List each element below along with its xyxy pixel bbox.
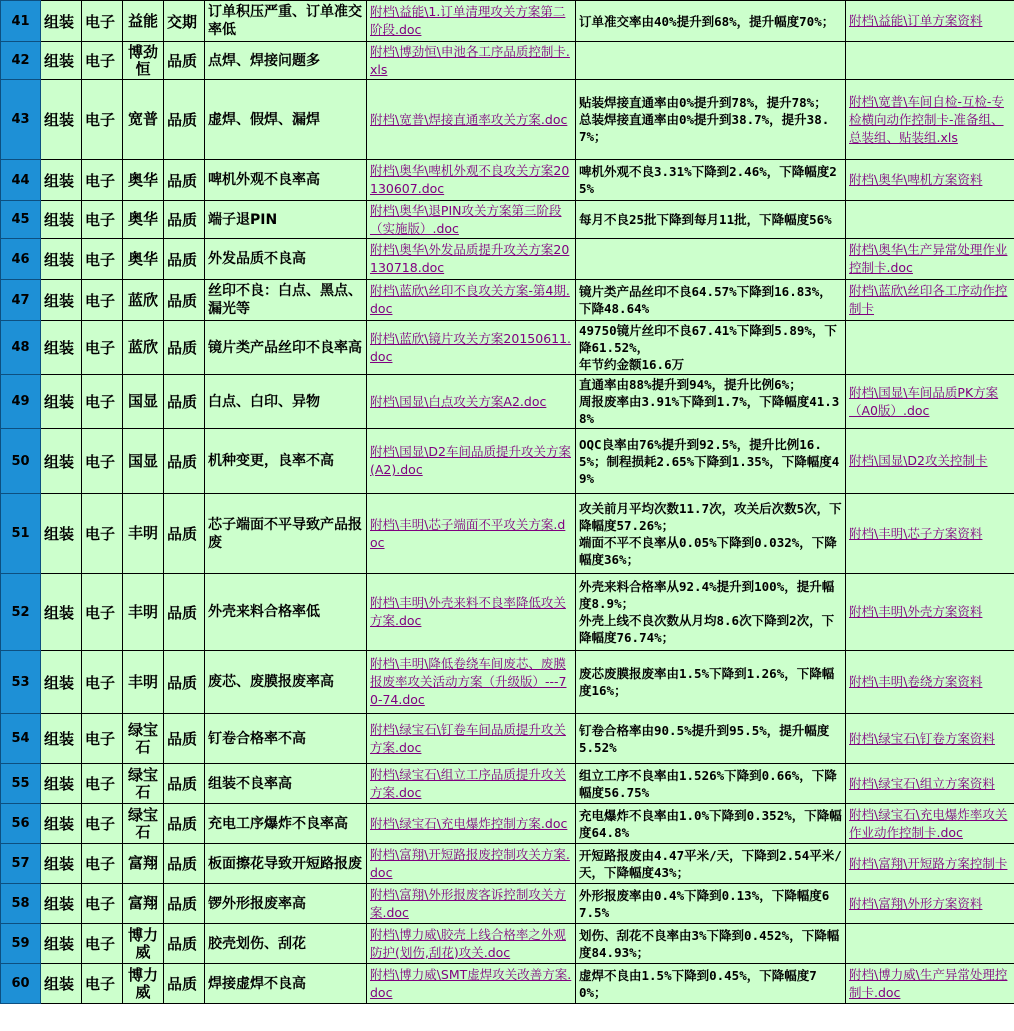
company-cell: 富翔 <box>123 884 164 924</box>
row-number: 58 <box>1 884 41 924</box>
plan-link[interactable]: 附档\丰明\降低卷绕车间废芯、废膜报废率攻关活动方案（升级版）---70-74.doc <box>367 651 576 714</box>
issue-cell: 钉卷合格率不高 <box>205 714 367 764</box>
subcategory-cell: 电子 <box>82 804 123 844</box>
company-cell: 国显 <box>123 375 164 429</box>
result-cell: 攻关前月平均次数11.7次，攻关后次数5次，下降幅度57.26%； 端面不平不良率从0.05%下降到0.032%，下降幅度36%； <box>576 494 846 574</box>
issue-cell: 板面擦花导致开短路报废 <box>205 844 367 884</box>
row-number: 60 <box>1 964 41 1004</box>
result-cell: 外形报废率由0.4%下降到0.13%，下降幅度67.5% <box>576 884 846 924</box>
issue-type-cell: 品质 <box>164 844 205 884</box>
table-row <box>1 280 1014 321</box>
issue-cell: 芯子端面不平导致产品报废 <box>205 494 367 574</box>
result-cell <box>576 42 846 80</box>
plan-link[interactable]: 附档\博力威\胶壳上线合格率之外观防护(划伤,刮花)攻关.doc <box>367 924 576 964</box>
table-row <box>1 884 1014 924</box>
subcategory-cell: 电子 <box>82 844 123 884</box>
subcategory-cell: 电子 <box>82 494 123 574</box>
plan-link[interactable]: 附档\奥华\退PIN攻关方案第三阶段（实施版）.doc <box>367 201 576 239</box>
category-cell: 组装 <box>41 964 82 1004</box>
issue-type-cell: 品质 <box>164 804 205 844</box>
company-cell: 宽普 <box>123 80 164 160</box>
company-cell: 富翔 <box>123 844 164 884</box>
material-link[interactable]: 附档\富翔\开短路方案控制卡 <box>846 844 1014 884</box>
plan-link[interactable]: 附档\宽普\焊接直通率攻关方案.doc <box>367 80 576 160</box>
company-cell: 绿宝石 <box>123 764 164 804</box>
material-link[interactable]: 附档\丰明\卷绕方案资料 <box>846 651 1014 714</box>
row-number: 49 <box>1 375 41 429</box>
subcategory-cell: 电子 <box>82 1 123 42</box>
issue-type-cell: 品质 <box>164 429 205 494</box>
table-row <box>1 764 1014 804</box>
material-link <box>846 201 1014 239</box>
material-link[interactable]: 附档\绿宝石\充电爆炸率攻关作业动作控制卡.doc <box>846 804 1014 844</box>
issue-type-cell: 品质 <box>164 964 205 1004</box>
issue-type-cell: 品质 <box>164 714 205 764</box>
material-link[interactable]: 附档\奥华\生产异常处理作业控制卡.doc <box>846 239 1014 280</box>
plan-link[interactable]: 附档\绿宝石\钉卷车间品质提升攻关方案.doc <box>367 714 576 764</box>
table-row <box>1 844 1014 884</box>
company-cell: 博力威 <box>123 964 164 1004</box>
subcategory-cell: 电子 <box>82 42 123 80</box>
subcategory-cell: 电子 <box>82 429 123 494</box>
result-cell: 订单准交率由40%提升到68%，提升幅度70%； <box>576 1 846 42</box>
subcategory-cell: 电子 <box>82 160 123 201</box>
category-cell: 组装 <box>41 201 82 239</box>
subcategory-cell: 电子 <box>82 80 123 160</box>
company-cell: 绿宝石 <box>123 714 164 764</box>
result-cell: OQC良率由76%提升到92.5%，提升比例16.5%；制程损耗2.65%下降到1.35%，下降幅度49% <box>576 429 846 494</box>
plan-link[interactable]: 附档\博劲恒\申池各工序品质控制卡.xls <box>367 42 576 80</box>
plan-link[interactable]: 附档\国显\白点攻关方案A2.doc <box>367 375 576 429</box>
result-cell: 废芯废膜报废率由1.5%下降到1.26%，下降幅度16%； <box>576 651 846 714</box>
material-link[interactable]: 附档\国显\D2攻关控制卡 <box>846 429 1014 494</box>
material-link[interactable]: 附档\丰明\外壳方案资料 <box>846 574 1014 651</box>
table-row <box>1 651 1014 714</box>
subcategory-cell: 电子 <box>82 964 123 1004</box>
issue-type-cell: 品质 <box>164 160 205 201</box>
company-cell: 国显 <box>123 429 164 494</box>
result-cell: 直通率由88%提升到94%，提升比例6%； 周报废率由3.91%下降到1.7%，下降幅度41.38% <box>576 375 846 429</box>
table-row <box>1 375 1014 429</box>
issue-cell: 胶壳划伤、刮花 <box>205 924 367 964</box>
subcategory-cell: 电子 <box>82 884 123 924</box>
row-number: 54 <box>1 714 41 764</box>
issue-cell: 机种变更，良率不高 <box>205 429 367 494</box>
company-cell: 奥华 <box>123 160 164 201</box>
material-link <box>846 321 1014 375</box>
plan-link[interactable]: 附档\国显\D2车间品质提升攻关方案(A2).doc <box>367 429 576 494</box>
row-number: 51 <box>1 494 41 574</box>
category-cell: 组装 <box>41 1 82 42</box>
category-cell: 组装 <box>41 714 82 764</box>
row-number: 46 <box>1 239 41 280</box>
issue-cell: 端子退PIN <box>205 201 367 239</box>
plan-link[interactable]: 附档\奥华\啤机外观不良攻关方案20130607.doc <box>367 160 576 201</box>
material-link[interactable]: 附档\绿宝石\钉卷方案资料 <box>846 714 1014 764</box>
table-row <box>1 201 1014 239</box>
issue-type-cell: 品质 <box>164 375 205 429</box>
subcategory-cell: 电子 <box>82 764 123 804</box>
result-cell: 外壳来料合格率从92.4%提升到100%，提升幅度8.9%； 外壳上线不良次数从月均8.6次下降到2次，下降幅度76.74%； <box>576 574 846 651</box>
row-number: 56 <box>1 804 41 844</box>
plan-link[interactable]: 附档\蓝欣\镜片攻关方案20150611.doc <box>367 321 576 375</box>
issue-type-cell: 品质 <box>164 321 205 375</box>
category-cell: 组装 <box>41 42 82 80</box>
subcategory-cell: 电子 <box>82 239 123 280</box>
issue-type-cell: 品质 <box>164 651 205 714</box>
plan-link[interactable]: 附档\益能\1.订单清理攻关方案第二阶段.doc <box>367 1 576 42</box>
issue-type-cell: 品质 <box>164 924 205 964</box>
plan-link[interactable]: 附档\绿宝石\组立工序品质提升攻关方案.doc <box>367 764 576 804</box>
plan-link[interactable]: 附档\绿宝石\充电爆炸控制方案.doc <box>367 804 576 844</box>
issue-cell: 订单积压严重、订单准交率低 <box>205 1 367 42</box>
issue-cell: 焊接虚焊不良高 <box>205 964 367 1004</box>
row-number: 41 <box>1 1 41 42</box>
subcategory-cell: 电子 <box>82 714 123 764</box>
issue-type-cell: 品质 <box>164 884 205 924</box>
row-number: 43 <box>1 80 41 160</box>
subcategory-cell: 电子 <box>82 375 123 429</box>
table-row <box>1 1 1014 42</box>
issue-type-cell: 交期 <box>164 1 205 42</box>
issue-type-cell: 品质 <box>164 494 205 574</box>
plan-link[interactable]: 附档\博力威\SMT虚焊攻关改善方案.doc <box>367 964 576 1004</box>
table-row <box>1 964 1014 1004</box>
result-cell: 划伤、刮花不良率由3%下降到0.452%，下降幅度84.93%； <box>576 924 846 964</box>
company-cell: 博劲恒 <box>123 42 164 80</box>
company-cell: 蓝欣 <box>123 321 164 375</box>
subcategory-cell: 电子 <box>82 924 123 964</box>
category-cell: 组装 <box>41 494 82 574</box>
category-cell: 组装 <box>41 321 82 375</box>
issue-cell: 镜片类产品丝印不良率高 <box>205 321 367 375</box>
result-cell: 贴装焊接直通率由0%提升到78%，提升78%； 总装焊接直通率由0%提升到38.7%，提升38.7%； <box>576 80 846 160</box>
material-link[interactable]: 附档\奥华\啤机方案资料 <box>846 160 1014 201</box>
plan-link[interactable]: 附档\奥华\外发品质提升攻关方案20130718.doc <box>367 239 576 280</box>
row-number: 48 <box>1 321 41 375</box>
company-cell: 绿宝石 <box>123 804 164 844</box>
material-link[interactable]: 附档\益能\订单方案资料 <box>846 1 1014 42</box>
subcategory-cell: 电子 <box>82 651 123 714</box>
material-link[interactable]: 附档\国显\车间品质PK方案（A0版）.doc <box>846 375 1014 429</box>
subcategory-cell: 电子 <box>82 321 123 375</box>
category-cell: 组装 <box>41 239 82 280</box>
company-cell: 益能 <box>123 1 164 42</box>
issue-cell: 虚焊、假焊、漏焊 <box>205 80 367 160</box>
issue-cell: 点焊、焊接问题多 <box>205 42 367 80</box>
row-number: 53 <box>1 651 41 714</box>
table-row <box>1 80 1014 160</box>
result-cell: 镜片类产品丝印不良64.57%下降到16.83%，下降48.64% <box>576 280 846 321</box>
issue-type-cell: 品质 <box>164 42 205 80</box>
issue-cell: 啤机外观不良率高 <box>205 160 367 201</box>
category-cell: 组装 <box>41 160 82 201</box>
plan-link[interactable]: 附档\富翔\外形报废客诉控制攻关方案.doc <box>367 884 576 924</box>
issue-type-cell: 品质 <box>164 239 205 280</box>
material-link[interactable]: 附档\蓝欣\丝印各工序动作控制卡 <box>846 280 1014 321</box>
issue-cell: 丝印不良：白点、黑点、漏光等 <box>205 280 367 321</box>
subcategory-cell: 电子 <box>82 201 123 239</box>
company-cell: 蓝欣 <box>123 280 164 321</box>
material-link <box>846 924 1014 964</box>
subcategory-cell: 电子 <box>82 574 123 651</box>
plan-link[interactable]: 附档\丰明\芯子端面不平攻关方案.doc <box>367 494 576 574</box>
row-number: 57 <box>1 844 41 884</box>
company-cell: 丰明 <box>123 494 164 574</box>
material-link <box>846 42 1014 80</box>
table-row <box>1 574 1014 651</box>
result-cell: 49750镜片丝印不良67.41%下降到5.89%，下降61.52%， 年节约金额16.6万 <box>576 321 846 375</box>
result-cell: 充电爆炸不良率由1.0%下降到0.352%，下降幅度64.8% <box>576 804 846 844</box>
material-link[interactable]: 附档\富翔\外形方案资料 <box>846 884 1014 924</box>
table-row <box>1 714 1014 764</box>
result-cell: 啤机外观不良3.31%下降到2.46%，下降幅度25% <box>576 160 846 201</box>
category-cell: 组装 <box>41 844 82 884</box>
company-cell: 奥华 <box>123 239 164 280</box>
result-cell: 开短路报废由4.47平米/天，下降到2.54平米/天，下降幅度43%； <box>576 844 846 884</box>
row-number: 42 <box>1 42 41 80</box>
result-cell: 组立工序不良率由1.526%下降到0.66%，下降幅度56.75% <box>576 764 846 804</box>
row-number: 55 <box>1 764 41 804</box>
row-number: 50 <box>1 429 41 494</box>
row-number: 44 <box>1 160 41 201</box>
result-cell: 钉卷合格率由90.5%提升到95.5%，提升幅度5.52% <box>576 714 846 764</box>
material-link[interactable]: 附档\博力威\生产异常处理控制卡.doc <box>846 964 1014 1004</box>
table-row <box>1 924 1014 964</box>
material-link[interactable]: 附档\丰明\芯子方案资料 <box>846 494 1014 574</box>
row-number: 47 <box>1 280 41 321</box>
plan-link[interactable]: 附档\富翔\开短路报废控制攻关方案.doc <box>367 844 576 884</box>
table-row <box>1 494 1014 574</box>
category-cell: 组装 <box>41 280 82 321</box>
table-row <box>1 42 1014 80</box>
result-cell: 虚焊不良由1.5%下降到0.45%，下降幅度70%； <box>576 964 846 1004</box>
issue-type-cell: 品质 <box>164 201 205 239</box>
issue-cell: 废芯、废膜报废率高 <box>205 651 367 714</box>
row-number: 45 <box>1 201 41 239</box>
category-cell: 组装 <box>41 429 82 494</box>
company-cell: 博力威 <box>123 924 164 964</box>
plan-link[interactable]: 附档\蓝欣\丝印不良攻关方案-第4期.doc <box>367 280 576 321</box>
material-link[interactable]: 附档\宽普\车间自检-互检-专检横向动作控制卡-准备组、总装组、贴装组.xls <box>846 80 1014 160</box>
material-link[interactable]: 附档\绿宝石\组立方案资料 <box>846 764 1014 804</box>
issue-cell: 外发品质不良高 <box>205 239 367 280</box>
company-cell: 奥华 <box>123 201 164 239</box>
category-cell: 组装 <box>41 884 82 924</box>
category-cell: 组装 <box>41 80 82 160</box>
result-cell: 每月不良25批下降到每月11批，下降幅度56% <box>576 201 846 239</box>
row-number: 52 <box>1 574 41 651</box>
table-row <box>1 239 1014 280</box>
category-cell: 组装 <box>41 924 82 964</box>
table-row <box>1 804 1014 844</box>
result-cell <box>576 239 846 280</box>
table-row <box>1 160 1014 201</box>
category-cell: 组装 <box>41 804 82 844</box>
issue-type-cell: 品质 <box>164 574 205 651</box>
issue-type-cell: 品质 <box>164 80 205 160</box>
category-cell: 组装 <box>41 651 82 714</box>
subcategory-cell: 电子 <box>82 280 123 321</box>
company-cell: 丰明 <box>123 574 164 651</box>
plan-link[interactable]: 附档\丰明\外壳来料不良率降低攻关方案.doc <box>367 574 576 651</box>
issue-type-cell: 品质 <box>164 280 205 321</box>
table-row <box>1 429 1014 494</box>
row-number: 59 <box>1 924 41 964</box>
issue-type-cell: 品质 <box>164 764 205 804</box>
issue-cell: 外壳来料合格率低 <box>205 574 367 651</box>
issue-cell: 白点、白印、异物 <box>205 375 367 429</box>
category-cell: 组装 <box>41 574 82 651</box>
table-row <box>1 321 1014 375</box>
category-cell: 组装 <box>41 764 82 804</box>
issue-cell: 锣外形报废率高 <box>205 884 367 924</box>
issue-cell: 充电工序爆炸不良率高 <box>205 804 367 844</box>
category-cell: 组装 <box>41 375 82 429</box>
company-cell: 丰明 <box>123 651 164 714</box>
issue-cell: 组装不良率高 <box>205 764 367 804</box>
